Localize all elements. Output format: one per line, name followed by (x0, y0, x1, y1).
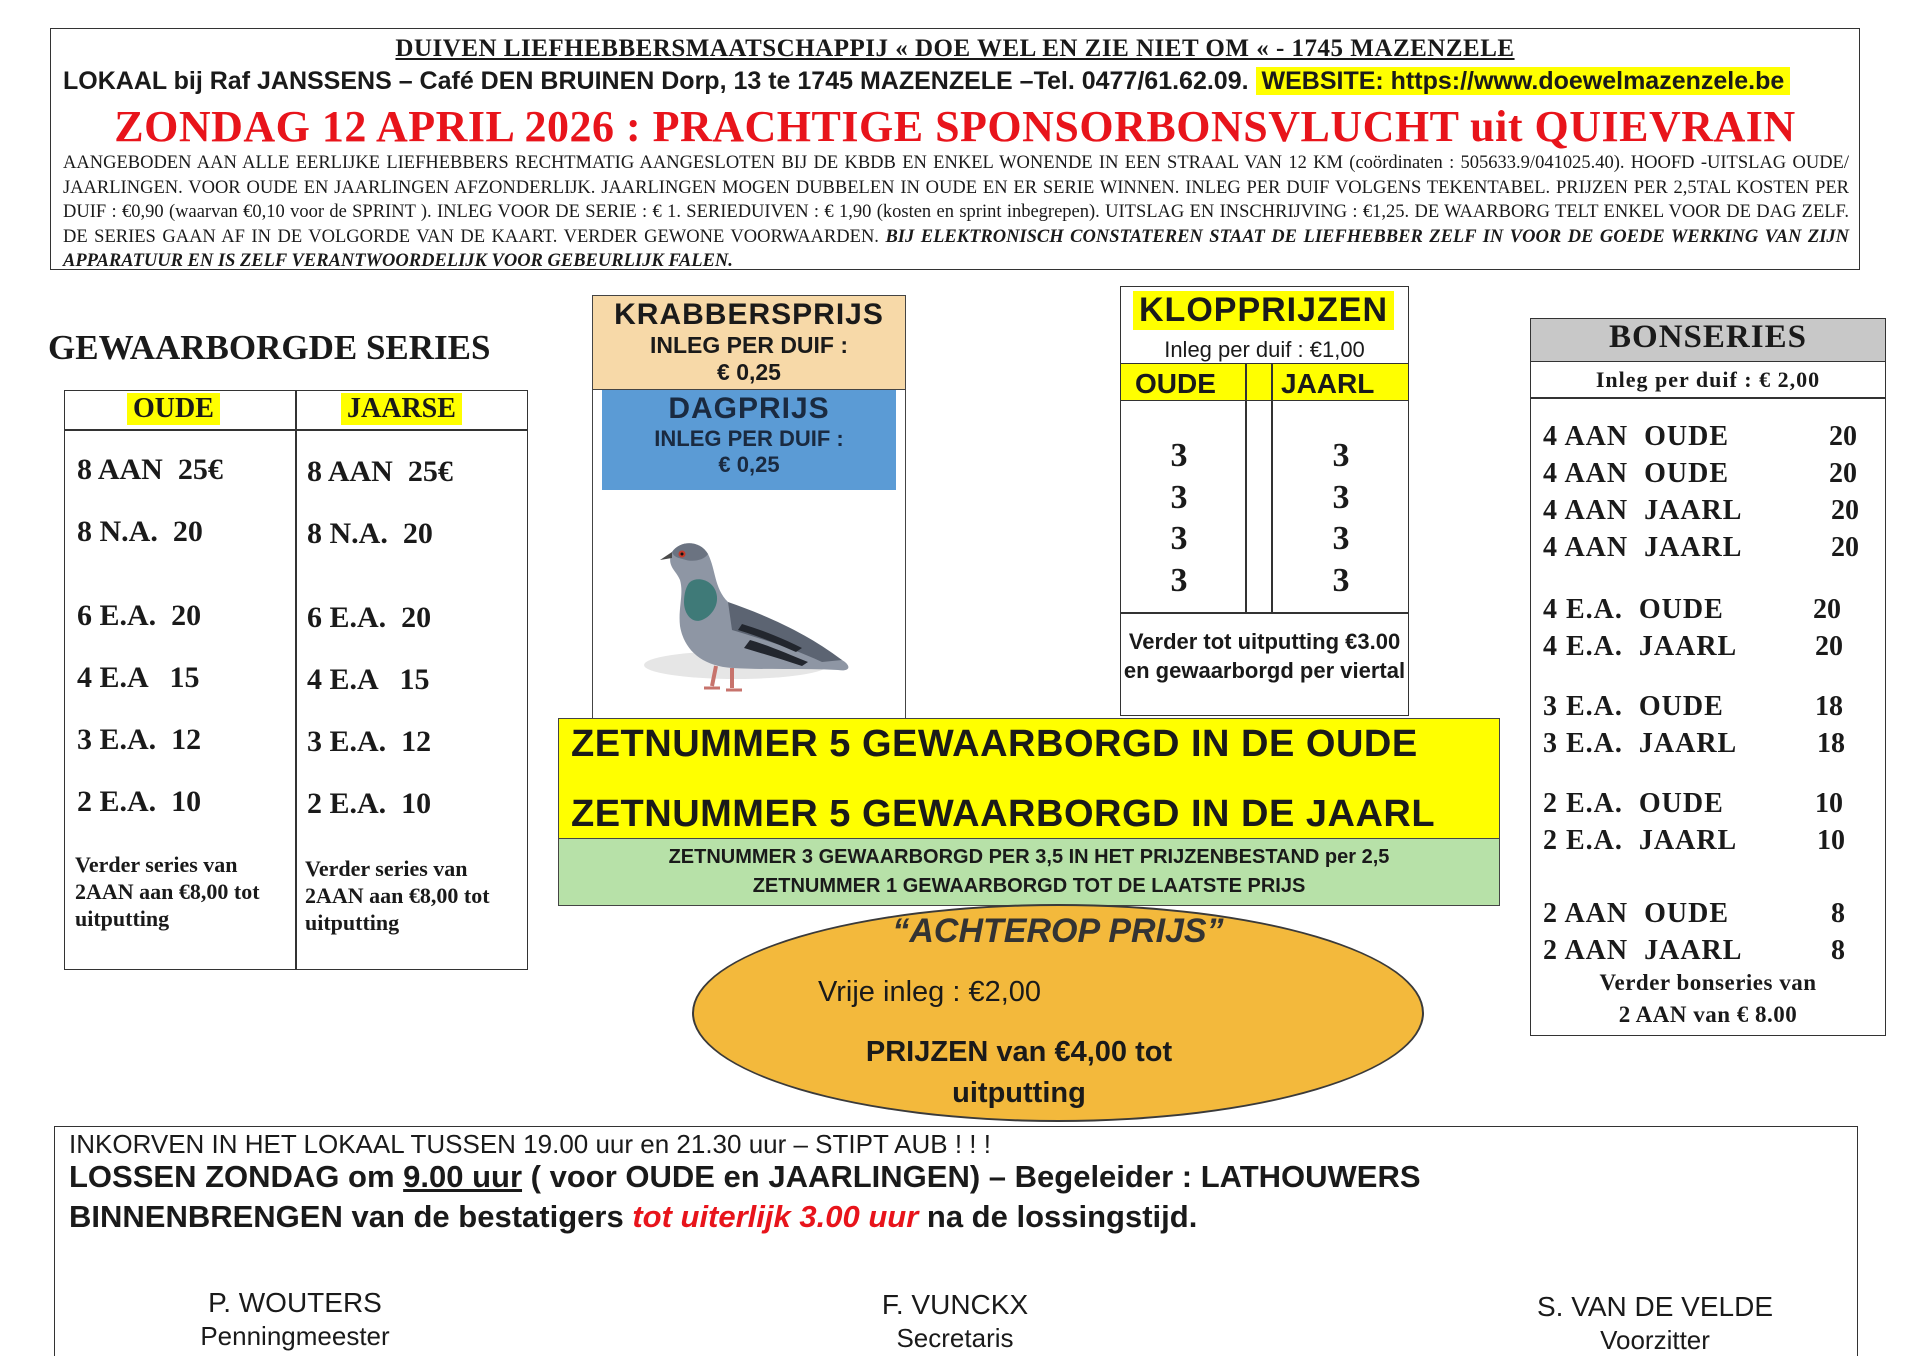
header-box (50, 28, 1860, 270)
column-divider (1245, 363, 1247, 612)
klop-col-jaarl: JAARL (1281, 368, 1375, 399)
lokaal-address: LOKAAL bij Raf JANSSENS – Café DEN BRUINEN Dorp, 13 te 1745 MAZENZELE –Tel. 0477/61.62.09. (63, 67, 1249, 95)
lossen-time: 9.00 uur (403, 1159, 523, 1194)
lossen-prefix: LOSSEN ZONDAG om (69, 1159, 404, 1194)
gs-jaarse-row: 6 E.A. 20 (307, 601, 432, 634)
bon-row-label: 4 E.A. JAARL (1543, 631, 1738, 662)
club-name: DUIVEN LIEFHEBBERSMAATSCHAPPIJ « DOE WEL EN ZIE NIET OM « - 1745 MAZENZELE (395, 35, 1515, 62)
klopprijzen-table (1120, 286, 1409, 716)
website-link[interactable]: WEBSITE: https://www.doewelmazenzele.be (1256, 67, 1791, 95)
signatory-name: P. WOUTERS (208, 1287, 382, 1318)
gs-oude-row: 2 E.A. 10 (77, 785, 202, 818)
klop-jaarl-value: 3 (1332, 562, 1350, 599)
gs-jaarse-row: 4 E.A 15 (307, 663, 430, 696)
bonseries-footnote (1531, 967, 1885, 1031)
bon-row-amount: 18 (1815, 691, 1843, 722)
krabbersprijs-title: KRABBERSPRIJS (614, 298, 884, 331)
binnen-prefix: BINNENBRENGEN van de bestatigers (69, 1199, 633, 1234)
bon-row-amount: 20 (1829, 458, 1857, 489)
bon-row-amount: 8 (1831, 898, 1845, 929)
rules-italic: BIJ ELEKTRONISCH CONSTATEREN STAAT DE LIEFHEBBER ZELF IN VOOR DE GOEDE WERKING VAN ZIJN APPARATUUR EN IS ZELF VERANTWOORDELIJK VOOR GEBEURLIJK FALEN. (63, 226, 1850, 271)
gs-oude-row: 3 E.A. 12 (77, 723, 202, 756)
bonseries-title: BONSERIES (1531, 319, 1885, 362)
bonseries-inleg: Inleg per duif : € 2,00 (1595, 367, 1821, 392)
bon-row-amount: 18 (1817, 728, 1845, 759)
signatory-role: Voorzitter (1600, 1325, 1710, 1355)
bon-row-label: 3 E.A. OUDE (1543, 691, 1724, 722)
klopprijzen-headbar (1121, 363, 1408, 401)
lossen-suffix: ( voor OUDE en JAARLINGEN) – Begeleider : LATHOUWERS (522, 1159, 1421, 1194)
bonseries-table (1530, 318, 1886, 1036)
bon-row-label: 2 AAN JAARL (1543, 935, 1743, 966)
bon-row-label: 2 AAN OUDE (1543, 898, 1730, 929)
achterop-title: “ACHTEROP PRIJS” (892, 912, 1224, 950)
dagprijs-amount: € 0,25 (718, 452, 780, 477)
achterop-prijzen: PRIJZEN van €4,00 tot uitputting (865, 1036, 1173, 1109)
klop-jaarl-value: 3 (1332, 479, 1350, 516)
klop-jaarl-value: 3 (1332, 520, 1350, 557)
column-divider (295, 391, 297, 969)
zetnummer-box (558, 718, 1500, 840)
gs-jaarse-row: 2 E.A. 10 (307, 787, 432, 820)
zetnummer-1: ZETNUMMER 1 GEWAARBORGD TOT DE LAATSTE PRIJS (752, 875, 1306, 897)
gs-oude-row: 8 N.A. 20 (77, 515, 203, 548)
signatory-name: F. VUNCKX (881, 1289, 1029, 1320)
gs-jaarse-row: 3 E.A. 12 (307, 725, 432, 758)
bon-row-amount: 10 (1817, 825, 1845, 856)
dagprijs-inleg: INLEG PER DUIF : (654, 426, 844, 451)
bon-row-label: 2 E.A. OUDE (1543, 788, 1724, 819)
column-divider (1271, 363, 1273, 612)
bon-row-amount: 8 (1831, 935, 1845, 966)
bon-row-label: 4 E.A. OUDE (1543, 594, 1724, 625)
signatory-role: Penningmeester (200, 1321, 390, 1351)
bon-row-label: 3 E.A. JAARL (1543, 728, 1738, 759)
header-divider (1531, 397, 1885, 399)
bon-row-label: 4 AAN OUDE (1543, 421, 1730, 452)
signatory-name: S. VAN DE VELDE (1536, 1291, 1773, 1322)
bottom-info-box (54, 1126, 1858, 1356)
klop-oude-value: 3 (1170, 437, 1188, 474)
krabbersprijs-inleg: INLEG PER DUIF : (649, 332, 849, 358)
klop-oude-value: 3 (1170, 520, 1188, 557)
klopprijzen-inleg: Inleg per duif : €1,00 (1164, 337, 1365, 362)
col-oude-header: OUDE (127, 393, 220, 425)
binnen-suffix: na de lossingstijd. (918, 1199, 1198, 1234)
bon-row-amount: 20 (1831, 495, 1859, 526)
bonseries-foot-line1: Verder bonseries van (1599, 970, 1817, 995)
klopprijzen-title: KLOPPRIJZEN (1133, 291, 1394, 330)
klop-oude-value: 3 (1170, 479, 1188, 516)
dagprijs-title: DAGPRIJS (668, 392, 830, 425)
lokaal-line (63, 67, 1790, 96)
gewaarborgde-title: GEWAARBORGDE SERIES (48, 328, 491, 367)
bon-row-amount: 20 (1813, 594, 1841, 625)
binnenbrengen-text (69, 1199, 1197, 1235)
bon-row-label: 2 E.A. JAARL (1543, 825, 1738, 856)
col-jaarse-header: JAARSE (341, 393, 462, 425)
inkorven-text: INKORVEN IN HET LOKAAL TUSSEN 19.00 uur en 21.30 uur – STIPT AUB ! ! ! (69, 1129, 991, 1159)
bon-row-amount: 20 (1815, 631, 1843, 662)
achterop-prijs-ellipse (692, 904, 1424, 1122)
achterop-inleg: Vrije inleg : €2,00 (818, 976, 1042, 1008)
bon-row-amount: 20 (1831, 532, 1859, 563)
rules-body: AANGEBODEN AAN ALLE EERLIJKE LIEFHEBBERS RECHTMATIG AANGESLOTEN BIJ DE KBDB EN ENKEL WONENDE IN EEN STRAAL VAN 12 KM (coördinaten : 505633.9/041025.40). HOOFD -UITSLAG OUDE/ JAARLINGEN. VOOR OUDE EN JAARLINGEN AFZONDERLIJK. JAARLINGEN MOGEN DUBBELEN IN OUDE EN ER SERIE WINNEN. INLEG PER DUIF VOLGENS TEKENTABEL. PRIJZEN PER 2,5TAL KOSTEN PER DUIF : €0,90 (waarvan €0,10 voor de SPRINT ). INLEG VOOR DE SERIE : € 1. SERIEDUIVEN : € 1,90 (kosten en sprint inbegrepen). UITSLAG EN INSCHRIJVING : €1,25. DE WAARBORG TELT ENKEL VOOR DE DAG ZELF. DE SERIES GAAN AF IN DE VOLGORDE VAN DE KAART. VERDER GEWONE VOORWAARDEN. (63, 153, 1849, 247)
gs-jaarse-footnote: Verder series van 2AAN aan €8,00 tot uitputting (305, 856, 490, 935)
zetnummer-3: ZETNUMMER 3 GEWAARBORGD PER 3,5 IN HET PRIJZENBESTAND per 2,5 (668, 846, 1390, 868)
zetnummer-jaarl: ZETNUMMER 5 GEWAARBORGD IN DE JAARL (571, 793, 1436, 835)
bon-row-amount: 20 (1829, 421, 1857, 452)
bon-row-amount: 10 (1815, 788, 1843, 819)
klop-col-oude: OUDE (1135, 368, 1216, 399)
klopprijzen-footnote: Verder tot uitputting €3.00 en gewaarborgd per viertal (1123, 629, 1406, 683)
gs-oude-row: 4 E.A 15 (77, 661, 200, 694)
header-divider (65, 429, 527, 431)
gs-jaarse-row: 8 AAN 25€ (307, 455, 453, 488)
krabbersprijs-amount: € 0,25 (717, 359, 781, 385)
krabbersprijs-box (592, 295, 906, 390)
gewaarborgde-table (64, 390, 528, 970)
flight-title: ZONDAG 12 APRIL 2026 : PRACHTIGE SPONSORBONSVLUCHT uit QUIEVRAIN (114, 102, 1796, 151)
bon-row-label: 4 AAN JAARL (1543, 532, 1743, 563)
binnen-deadline: tot uiterlijk 3.00 uur (632, 1199, 919, 1234)
row-divider (1121, 612, 1408, 614)
gs-oude-row: 8 AAN 25€ (77, 453, 223, 486)
bon-row-label: 4 AAN JAARL (1543, 495, 1743, 526)
zetnummer-extra-box (558, 838, 1500, 906)
dagprijs-box (602, 390, 896, 490)
rules-text (63, 151, 1849, 274)
gs-oude-row: 6 E.A. 20 (77, 599, 202, 632)
bonseries-foot-line2: 2 AAN van € 8.00 (1618, 1002, 1798, 1027)
klop-jaarl-value: 3 (1332, 437, 1350, 474)
gs-oude-footnote: Verder series van 2AAN aan €8,00 tot uitputting (75, 852, 260, 931)
bon-row-label: 4 AAN OUDE (1543, 458, 1730, 489)
gs-jaarse-row: 8 N.A. 20 (307, 517, 433, 550)
zetnummer-oude: ZETNUMMER 5 GEWAARBORGD IN DE OUDE (571, 723, 1418, 765)
lossen-text (69, 1159, 1421, 1195)
klop-oude-value: 3 (1170, 562, 1188, 599)
pigeon-image (632, 530, 872, 715)
signatory-role: Secretaris (896, 1323, 1014, 1353)
